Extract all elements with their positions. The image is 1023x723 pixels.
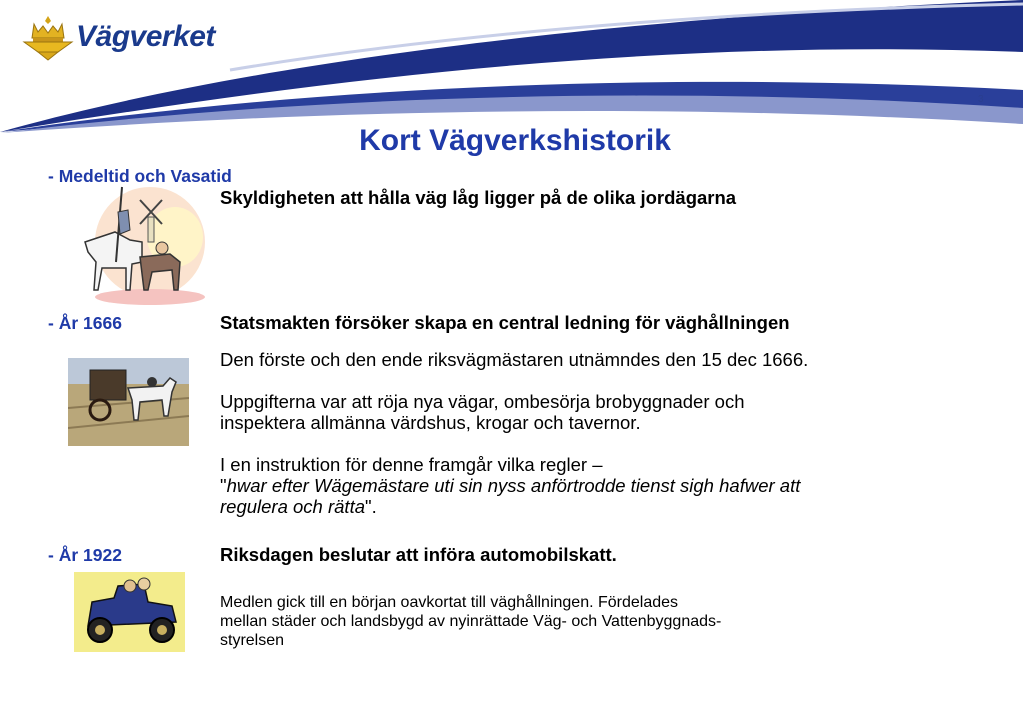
quote-close-mark: ". bbox=[365, 496, 377, 517]
para-instruktion-line1: I en instruktion för denne framgår vilka regler – bbox=[220, 454, 603, 475]
section-1922-statement: Riksdagen beslutar att införa automobilskatt. bbox=[220, 544, 617, 565]
section-heading-medeltid: - Medeltid och Vasatid bbox=[48, 166, 232, 186]
page-title: Kort Vägverkshistorik bbox=[359, 124, 671, 157]
para-quote-line2 bbox=[220, 496, 377, 517]
don-quixote-clipart bbox=[70, 182, 205, 307]
section-medeltid-statement: Skyldigheten att hålla väg låg ligger på de olika jordägarna bbox=[220, 187, 737, 208]
header bbox=[0, 0, 1023, 140]
para-medlen-line3: styrelsen bbox=[220, 632, 285, 649]
quote-open-mark: " bbox=[220, 475, 227, 496]
para-medlen-line2: mellan städer och landsbygd av nyinrättade Väg- och Vattenbyggnads- bbox=[220, 613, 722, 630]
section-heading-1666: - År 1666 bbox=[48, 313, 122, 333]
para-riksvagmastare: Den förste och den ende riksvägmästaren utnämndes den 15 dec 1666. bbox=[220, 349, 809, 370]
para-uppgifter-line2: inspektera allmänna värdshus, krogar och tavernor. bbox=[220, 412, 641, 433]
para-quote-line1 bbox=[220, 475, 800, 496]
page-number: 3 bbox=[978, 94, 984, 105]
vintage-car-clipart bbox=[74, 572, 185, 652]
vagverket-logo bbox=[22, 10, 237, 62]
horse-carriage-clipart bbox=[68, 358, 189, 446]
section-heading-1922: - År 1922 bbox=[48, 545, 122, 565]
quote-text-1: hwar efter Wägemästare uti sin nyss anförtrodde tienst sigh hafwer att bbox=[226, 475, 801, 496]
quote-text-2: regulera och rätta bbox=[220, 496, 366, 517]
para-uppgifter-line1: Uppgifterna var att röja nya vägar, ombesörja brobyggnader och bbox=[220, 391, 745, 412]
logo-text: Vägverket bbox=[76, 20, 215, 53]
crown-emblem-icon bbox=[22, 12, 74, 62]
para-medlen-line1: Medlen gick till en början oavkortat till väghållningen. Fördelades bbox=[220, 594, 679, 611]
section-1666-statement: Statsmakten försöker skapa en central ledning för väghållningen bbox=[220, 312, 790, 333]
